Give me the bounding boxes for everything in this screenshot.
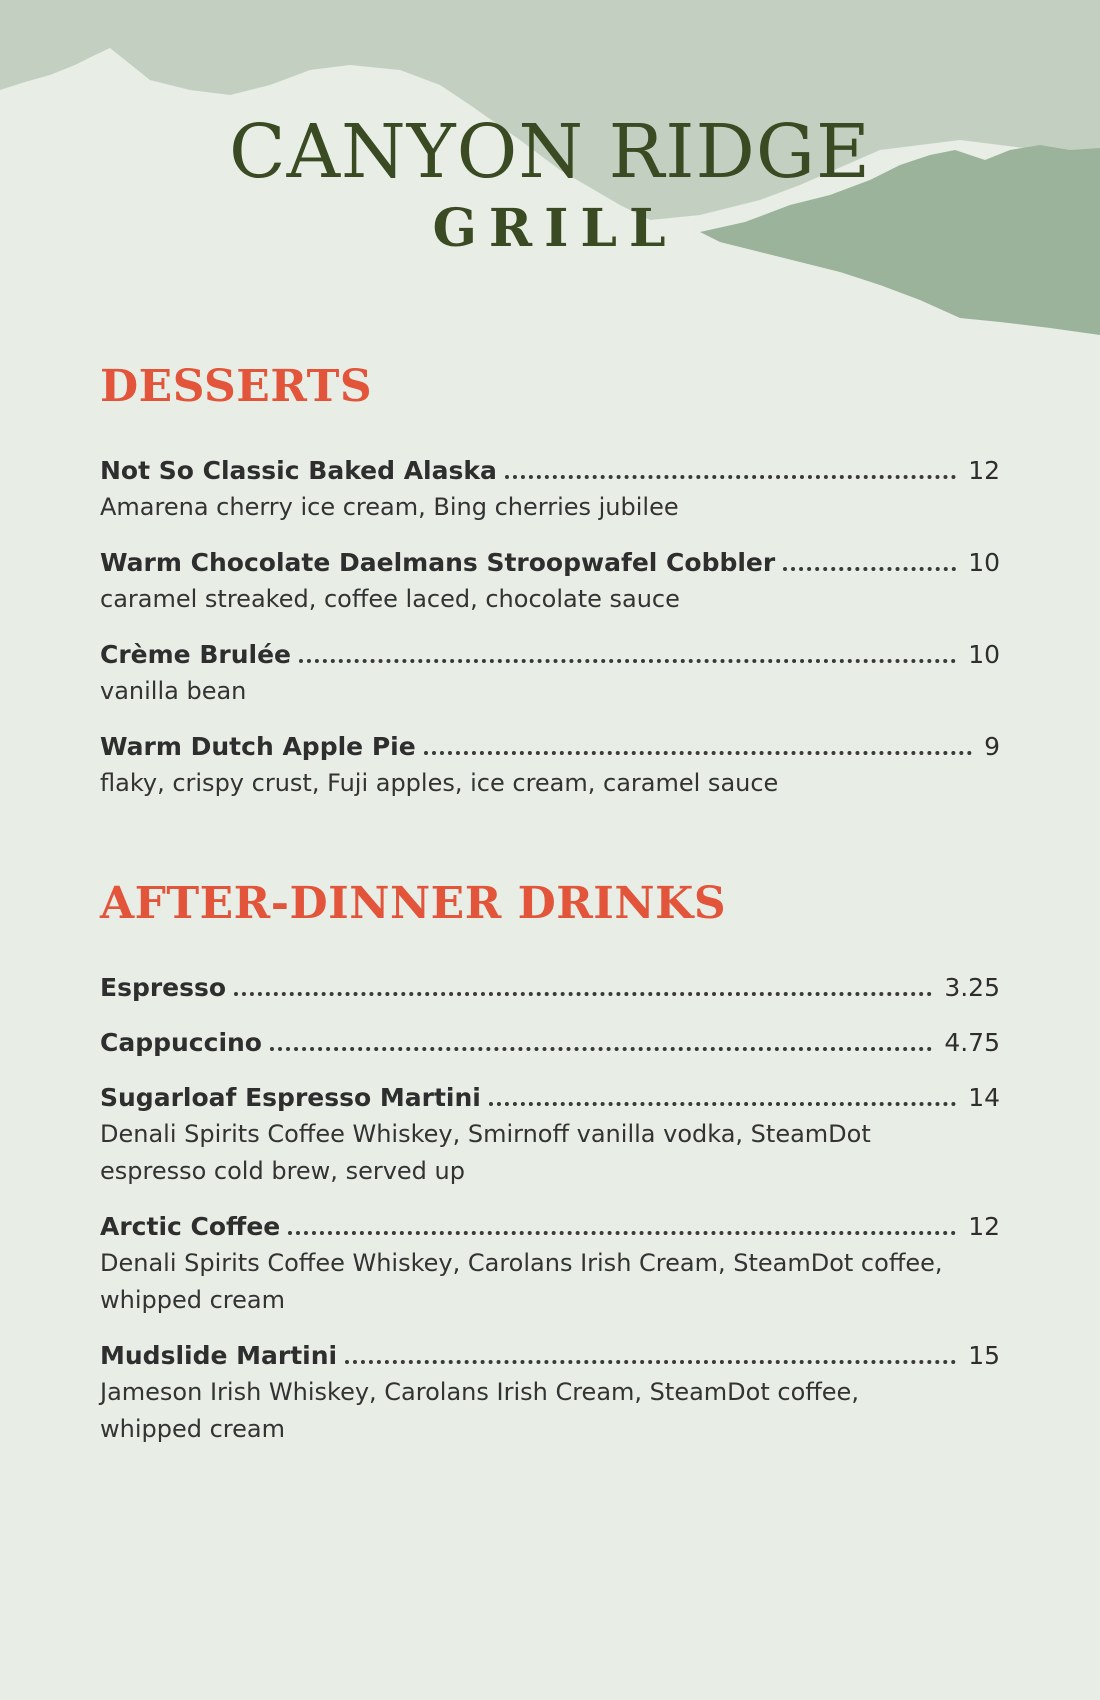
dot-leader [270,1047,932,1051]
item-price: 10 [968,548,1000,577]
item-description: vanilla bean [100,677,247,705]
menu-item [100,1209,1000,1319]
item-name: Espresso [100,973,227,1002]
item-description-line2: whipped cream [100,1286,285,1314]
drinks-section [100,878,1000,1467]
dot-leader [288,1231,956,1235]
dot-leader [345,1360,956,1364]
desserts-heading: DESSERTS [100,361,373,412]
menu-item [100,970,1000,1006]
item-name: Not So Classic Baked Alaska [100,456,497,485]
item-description: flaky, crispy crust, Fuji apples, ice cream, caramel sauce [100,769,779,797]
menu-item [100,729,1000,802]
item-price: 10 [968,640,1000,669]
dot-leader [424,751,972,755]
menu-item [100,637,1000,710]
drinks-heading: AFTER-DINNER DRINKS [100,878,727,929]
item-price: 15 [968,1341,1000,1370]
item-description-line2: whipped cream [100,1415,285,1443]
item-price: 4.75 [944,1028,1000,1057]
item-price: 12 [968,1212,1000,1241]
item-name: Warm Dutch Apple Pie [100,732,416,761]
brand-name-line1: CANYON RIDGE [228,109,871,195]
dot-leader [299,659,956,663]
menu-item [100,1025,1000,1061]
menu-item [100,1080,1000,1190]
item-description-line1: Jameson Irish Whiskey, Carolans Irish Cream, SteamDot coffee, [100,1378,859,1406]
item-price: 9 [984,732,1000,761]
menu-item [100,545,1000,618]
dot-leader [505,475,956,479]
item-name: Cappuccino [100,1028,262,1057]
item-name: Arctic Coffee [100,1212,281,1241]
item-name: Crème Brulée [100,640,292,669]
item-description-line2: espresso cold brew, served up [100,1157,465,1185]
item-name: Sugarloaf Espresso Martini [100,1083,481,1112]
menu-item [100,1338,1000,1448]
restaurant-logo [0,109,1100,259]
dot-leader [489,1102,956,1106]
item-price: 3.25 [944,973,1000,1002]
brand-name-line2: GRILL [432,198,678,259]
dot-leader [783,567,956,571]
dot-leader [234,992,932,996]
item-description-line1: Denali Spirits Coffee Whiskey, Smirnoff vanilla vodka, SteamDot [100,1120,871,1148]
item-name: Mudslide Martini [100,1341,338,1370]
item-description: caramel streaked, coffee laced, chocolate sauce [100,585,680,613]
menu-item [100,453,1000,526]
item-description-line1: Denali Spirits Coffee Whiskey, Carolans Irish Cream, SteamDot coffee, [100,1249,943,1277]
item-price: 14 [968,1083,1000,1112]
desserts-section [100,361,1000,821]
item-description: Amarena cherry ice cream, Bing cherries jubilee [100,493,679,521]
item-price: 12 [968,456,1000,485]
item-name: Warm Chocolate Daelmans Stroopwafel Cobbler [100,548,776,577]
